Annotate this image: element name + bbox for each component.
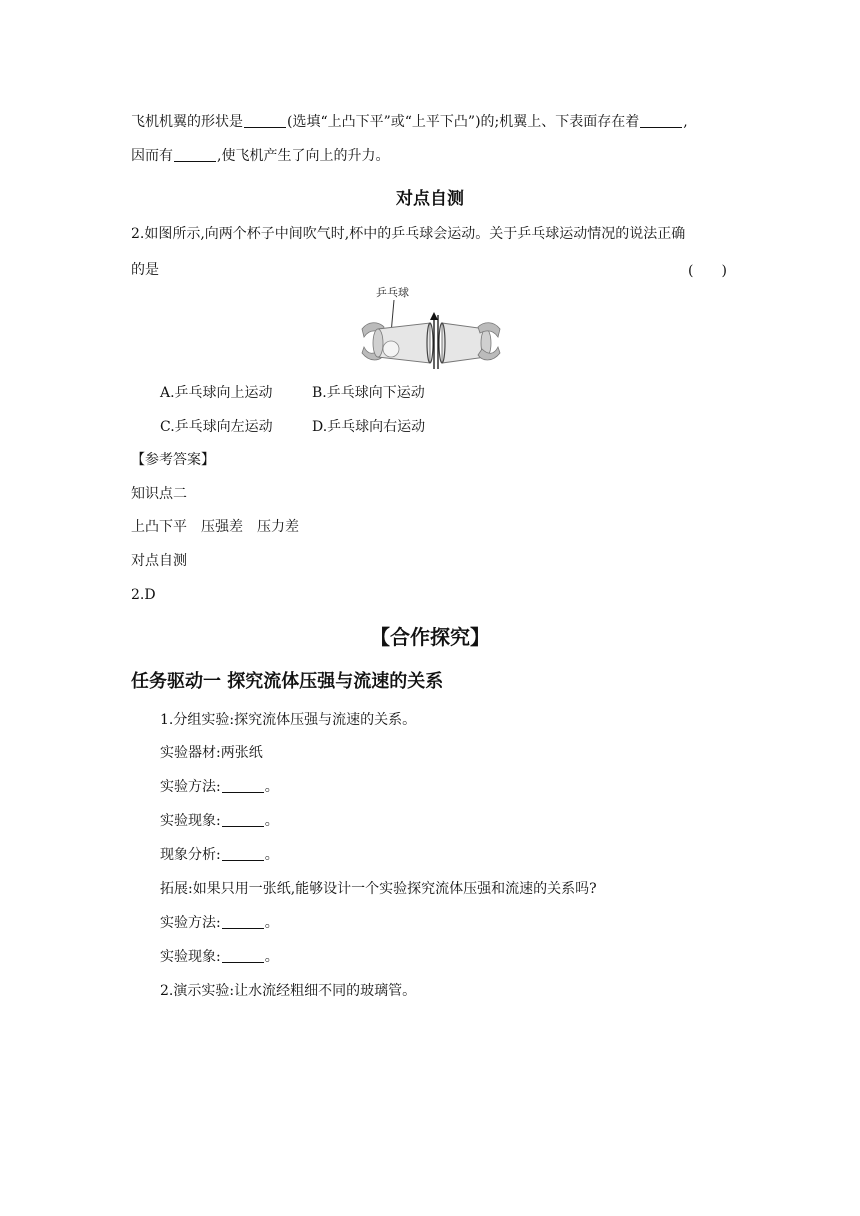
text: 实验方法: bbox=[160, 779, 221, 795]
text: 实验现象: bbox=[160, 949, 221, 965]
arrow-head-icon bbox=[430, 312, 438, 320]
option-a[interactable]: A.乒乓球向上运动 bbox=[160, 385, 273, 401]
text: 。 bbox=[264, 847, 279, 863]
coop-line-1: 1.分组实验:探究流体压强与流速的关系。 bbox=[160, 712, 417, 728]
option-d[interactable]: D.乒乓球向右运动 bbox=[312, 419, 426, 435]
answer-blank[interactable] bbox=[222, 778, 264, 793]
text: 飞机机翼的形状是 bbox=[131, 114, 243, 130]
section-heading-self-test: 对点自测 bbox=[396, 189, 464, 209]
coop-line-method bbox=[160, 777, 760, 797]
answer-blank[interactable] bbox=[222, 846, 264, 861]
text: 。 bbox=[264, 779, 279, 795]
coop-line-extension: 拓展:如果只用一张纸,能够设计一个实验探究流体压强和流速的关系吗? bbox=[160, 881, 597, 897]
coop-line-demo: 2.演示实验:让水流经粗细不同的玻璃管。 bbox=[160, 983, 417, 999]
answer-blank[interactable] bbox=[640, 113, 682, 128]
option-c[interactable]: C.乒乓球向左运动 bbox=[160, 419, 273, 435]
answer-bracket[interactable]: ( ) bbox=[688, 263, 727, 279]
text: ,使飞机产生了向上的升力。 bbox=[217, 148, 390, 164]
answer-blank[interactable] bbox=[222, 812, 264, 827]
answer-blank[interactable] bbox=[222, 914, 264, 929]
task-1-title: 任务驱动一 探究流体压强与流速的关系 bbox=[131, 671, 444, 692]
coop-line-method-2 bbox=[160, 913, 760, 933]
text: (选填“上凸下平”或“上平下凸”)的;机翼上、下表面存在着 bbox=[287, 114, 640, 130]
question-2-line-1: 2.如图所示,向两个杯子中间吹气时,杯中的乒乓球会运动。关于乒乓球运动情况的说法正确 bbox=[131, 226, 686, 242]
answers-header: 【参考答案】 bbox=[131, 452, 215, 468]
answers-knowledge-point-values: 上凸下平 压强差 压力差 bbox=[131, 519, 299, 535]
left-cup-bottom bbox=[373, 329, 383, 357]
text: 实验方法: bbox=[160, 915, 221, 931]
text: 现象分析: bbox=[160, 847, 221, 863]
figure-label: 乒乓球 bbox=[376, 286, 409, 299]
answer-blank[interactable] bbox=[244, 113, 286, 128]
text: 。 bbox=[264, 915, 279, 931]
question-2-line-2: 的是 bbox=[131, 262, 159, 278]
text: 。 bbox=[264, 813, 279, 829]
text: 实验现象: bbox=[160, 813, 221, 829]
answers-self-test-label: 对点自测 bbox=[131, 553, 187, 569]
answer-blank[interactable] bbox=[174, 147, 216, 162]
text: 。 bbox=[264, 949, 279, 965]
text: , bbox=[683, 114, 688, 130]
intro-line-2 bbox=[131, 146, 731, 166]
ping-pong-cups-figure bbox=[360, 283, 502, 371]
intro-line-1 bbox=[131, 112, 731, 132]
answers-knowledge-point: 知识点二 bbox=[131, 486, 187, 502]
option-b[interactable]: B.乒乓球向下运动 bbox=[312, 385, 425, 401]
section-heading-coop: 【合作探究】 bbox=[370, 625, 490, 649]
coop-line-phenomenon-2 bbox=[160, 947, 760, 967]
answer-blank[interactable] bbox=[222, 948, 264, 963]
ping-pong-ball bbox=[383, 341, 399, 357]
coop-line-analysis bbox=[160, 845, 760, 865]
answers-self-test-value: 2.D bbox=[131, 587, 156, 603]
coop-line-2: 实验器材:两张纸 bbox=[160, 745, 263, 761]
coop-line-phenomenon bbox=[160, 811, 760, 831]
text: 因而有 bbox=[131, 148, 173, 164]
